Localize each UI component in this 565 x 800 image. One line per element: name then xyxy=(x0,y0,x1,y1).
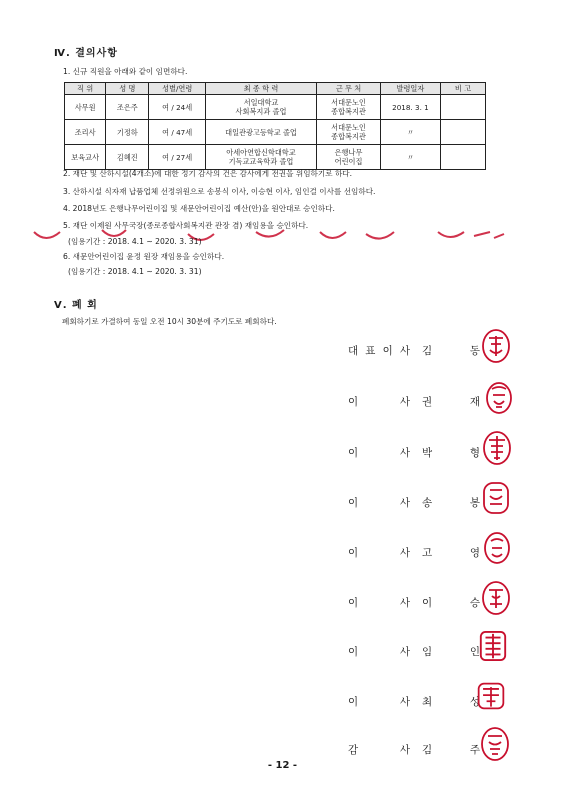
seal-mark-stroke xyxy=(474,232,504,238)
header-name: 성 명 xyxy=(106,83,149,95)
signature-row xyxy=(348,738,493,762)
closing-text: 폐회하기로 가결하여 동일 오전 10시 30분에 주기도로 폐회하다. xyxy=(62,317,277,326)
seal-mark-arc xyxy=(34,232,60,238)
edu-line-1: 서일대학교 xyxy=(243,98,279,107)
cell-position: 보육교사 xyxy=(65,145,106,170)
signer-role: 이 사 xyxy=(348,646,410,658)
item-5-text: 5. 재단 이제원 사무국장(종로종합사회복지관 관장 겸) 재임용을 승인하다. xyxy=(63,221,309,230)
table-row xyxy=(65,120,486,145)
signer-name: 고 영 xyxy=(422,547,480,559)
table-row xyxy=(65,95,486,120)
cell-date: 〃 xyxy=(380,145,440,170)
cell-name: 김혜진 xyxy=(106,145,149,170)
signer-role: 이 사 xyxy=(348,597,410,609)
section-5-title: Ⅴ. 폐 회 xyxy=(54,300,98,311)
signer-role: 대 표 이 사 xyxy=(348,345,410,357)
cell-note xyxy=(440,145,485,170)
edu-line-1: 대일관광고등학교 졸업 xyxy=(225,127,297,137)
cell-workplace xyxy=(317,120,381,145)
seal-mark-arc xyxy=(366,232,394,239)
signature-row xyxy=(348,640,493,664)
cell-education xyxy=(205,95,316,120)
signer-name: 송 봉 xyxy=(422,497,480,509)
cell-workplace xyxy=(317,95,381,120)
item-6-term: (임용기간 : 2018. 4.1 ~ 2020. 3. 31) xyxy=(68,267,202,276)
edu-line-2: 기독교교육학과 졸업 xyxy=(228,157,294,166)
seal-stamp-icon xyxy=(480,726,510,762)
signer-name: 김 주 xyxy=(422,744,480,756)
item-3-text: 3. 산하시설 식자재 납품업체 선정위원으로 송봉식 이사, 이승현 이사, 임인걸 이사를 선임하다. xyxy=(63,187,376,196)
seal-stamp-icon xyxy=(481,580,511,616)
signer-role: 이 사 xyxy=(348,696,410,708)
work-line-2: 종합복지관 xyxy=(331,132,366,141)
cell-name: 기정하 xyxy=(106,120,149,145)
seal-mark-arc xyxy=(438,232,464,237)
item-4-text: 4. 2018년도 은행나무어린이집 및 새문안어린이집 예산(안)을 원안대로 승인하다. xyxy=(63,204,335,213)
header-date: 발령일자 xyxy=(380,83,440,95)
cell-date: 〃 xyxy=(380,120,440,145)
header-position: 직 위 xyxy=(65,83,106,95)
cell-position: 조리사 xyxy=(65,120,106,145)
cell-position: 사무원 xyxy=(65,95,106,120)
header-note: 비 고 xyxy=(440,83,485,95)
page-number: - 12 - xyxy=(267,760,298,771)
work-line-1: 서대문노인 xyxy=(331,123,366,132)
seal-stamp-icon xyxy=(484,380,514,416)
cell-note xyxy=(440,95,485,120)
header-education: 최 종 학 력 xyxy=(205,83,316,95)
signer-name: 이 승 xyxy=(422,597,480,609)
header-sex-age: 성별/연령 xyxy=(149,83,206,95)
cell-date: 2018. 3. 1 xyxy=(380,95,440,120)
signer-name: 권 재 xyxy=(422,396,480,408)
item-2-text: 2. 재단 및 산하시설(4개소)에 대한 정기 감사의 건은 감사에게 전권을 위임하기로 하다. xyxy=(63,169,353,178)
work-line-2: 어린이집 xyxy=(334,157,363,166)
signer-role: 이 사 xyxy=(348,497,410,509)
signer-role: 이 사 xyxy=(348,447,410,459)
signer-role: 감 사 xyxy=(348,744,410,756)
cell-name: 조은주 xyxy=(106,95,149,120)
cell-note xyxy=(440,120,485,145)
work-line-1: 서대문노인 xyxy=(331,98,366,107)
work-line-2: 종합복지관 xyxy=(331,107,366,116)
seal-stamp-icon xyxy=(481,480,511,516)
seal-mark-arc xyxy=(256,230,284,237)
signature-row xyxy=(348,690,493,714)
cell-education xyxy=(205,120,316,145)
seal-stamp-icon xyxy=(482,430,512,466)
header-workplace: 근 무 처 xyxy=(317,83,381,95)
item-6-text: 6. 새문안어린이집 윤정 원장 재임용을 승인하다. xyxy=(63,252,225,261)
cell-education xyxy=(205,145,316,170)
signer-role: 이 사 xyxy=(348,547,410,559)
cell-sex-age: 여 / 27세 xyxy=(149,145,206,170)
item-5-term: (임용기간 : 2018. 4.1 ~ 2020. 3. 31) xyxy=(68,237,202,246)
seal-stamp-icon xyxy=(481,328,511,364)
seal-stamp-icon xyxy=(476,678,506,714)
table-row xyxy=(65,145,486,170)
staff-table xyxy=(64,82,486,170)
section-4-title: Ⅳ. 결의사항 xyxy=(54,48,118,59)
cell-sex-age: 여 / 24세 xyxy=(149,95,206,120)
signer-name: 임 인 xyxy=(422,646,480,658)
signature-row xyxy=(348,591,493,615)
signature-row xyxy=(348,441,493,465)
signer-name: 김 동 xyxy=(422,345,480,357)
seal-stamp-icon xyxy=(482,530,512,566)
signature-row xyxy=(348,390,493,414)
edu-line-1: 아세아연합신학대학교 xyxy=(226,148,296,157)
seal-stamp-icon xyxy=(478,628,508,664)
work-line-1: 은행나무 xyxy=(334,148,363,157)
table-header-row xyxy=(65,83,486,95)
signer-role: 이 사 xyxy=(348,396,410,408)
cell-sex-age: 여 / 47세 xyxy=(149,120,206,145)
cell-workplace xyxy=(317,145,381,170)
signer-name: 최 성 xyxy=(422,696,480,708)
signer-name: 박 형 xyxy=(422,447,480,459)
edu-line-2: 사회복지과 졸업 xyxy=(235,107,287,116)
signature-row xyxy=(348,339,493,363)
signature-row xyxy=(348,491,493,515)
seal-mark-arc xyxy=(320,232,346,238)
item-1-text: 1. 신규 직원을 아래와 같이 임면하다. xyxy=(63,67,188,76)
signature-row xyxy=(348,541,493,565)
